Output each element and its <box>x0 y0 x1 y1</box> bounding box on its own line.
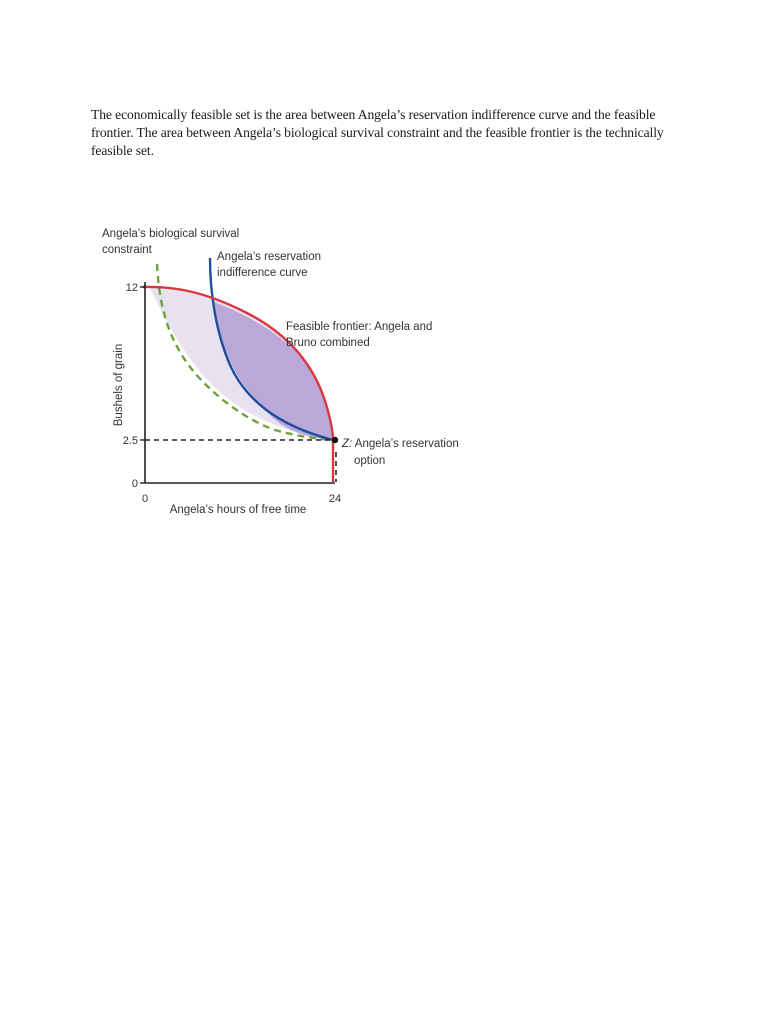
indifference-curve-label-line1: Angela’s reservation <box>217 251 321 263</box>
y-tick-label-2-5: 2.5 <box>122 435 138 447</box>
x-tick-label-0: 0 <box>141 493 149 505</box>
feasible-set-diagram <box>95 220 475 520</box>
frontier-label-line2: Bruno combined <box>286 337 370 349</box>
x-tick-label-24: 24 <box>328 493 342 505</box>
y-axis-label: Bushels of grain <box>113 343 125 427</box>
body-paragraph: The economically feasible set is the area between Angela’s reservation indifference curve and the feasible frontier. The area between Angela’s biological survival constraint and the feasible frontier is the technically feasible set. <box>91 106 664 158</box>
reservation-option-label-line2: option <box>354 455 386 467</box>
survival-constraint-label-line2: constraint <box>102 244 152 256</box>
reservation-option-point <box>332 437 338 443</box>
frontier-label-line1: Feasible frontier: Angela and <box>286 321 433 333</box>
survival-constraint-label-line1: Angela’s biological survival <box>102 228 240 240</box>
z-letter: Z: <box>342 438 353 450</box>
feasible-set-figure <box>95 220 475 520</box>
y-tick-label-0: 0 <box>131 478 138 490</box>
x-axis-label: Angela’s hours of free time <box>169 504 307 516</box>
reservation-option-label-line1 <box>341 438 459 450</box>
z-label-text: Angela’s reservation <box>352 438 459 450</box>
y-tick-label-12: 12 <box>125 282 138 294</box>
indifference-curve-label-line2: indifference curve <box>217 267 308 279</box>
